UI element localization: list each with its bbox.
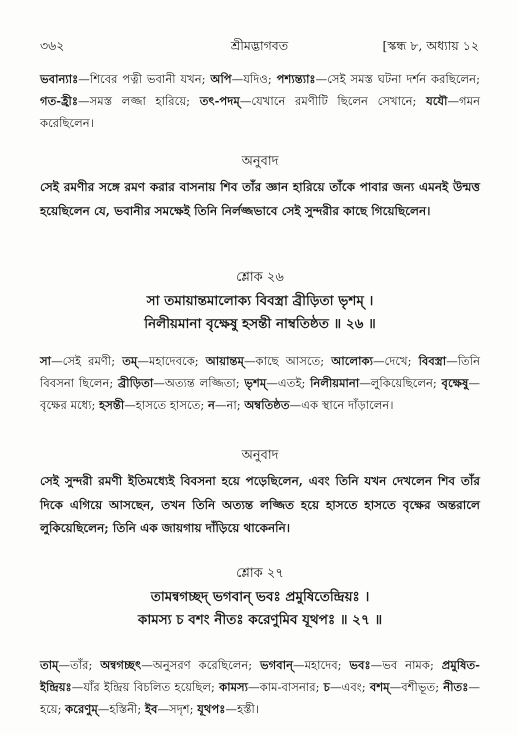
- synonym-term: অপি: [210, 72, 232, 86]
- synonym-meaning: তিনি বিবসনা ছিলেন;: [40, 354, 480, 390]
- synonym-term: ভবঃ: [349, 658, 371, 672]
- synonym-meaning: যাঁর ইন্দ্রিয় বিচলিত হয়েছিল;: [83, 680, 220, 694]
- verse-27: [40, 564, 480, 644]
- synonym-term: আয়ান্তম্: [205, 354, 244, 368]
- synonym-term: যযৌ: [426, 94, 448, 108]
- synonym-term: বশম্: [369, 680, 390, 694]
- translation-text-1: সেই রমণীর সঙ্গে রমণ করার বাসনায় শিব তাঁর জ্ঞান হারিয়ে তাঁকে পাবার জন্য এমনই উন্মত্ত হয়েছিলেন যে, ভবানীর সমক্ষেই তিনি নির্লজ্জভাবে সেই সুন্দরীর কাছে গিয়েছিলেন।: [40, 180, 480, 218]
- synonym-term: চ: [323, 680, 330, 694]
- verse-heading: শ্লোক ২৭: [236, 566, 284, 581]
- translation-heading-2-row: [40, 446, 480, 466]
- verse-line-1: সা তমায়ান্তমালোক্য বিবস্ত্রা ব্রীড়িতা ভৃশম্ ।: [146, 293, 374, 309]
- synonym-meaning: বৃক্ষের মধ্যে;: [40, 398, 100, 412]
- verse-line-1: তামন্বগচ্ছদ্ ভগবান্ ভবঃ প্রমুষিতেন্দ্রিয়ঃ ।: [150, 589, 370, 605]
- synonym-meaning: হস্তিনী;: [109, 702, 145, 716]
- synonym-meaning: হাসতে হাসতে;: [135, 398, 208, 412]
- synonym-term: ভগবান্: [260, 658, 293, 672]
- translation-heading-1-row: [40, 152, 480, 172]
- synonym-meaning: দেখে;: [384, 354, 419, 368]
- synonym-meaning: হয়ে;: [40, 702, 66, 716]
- synonym-term: অন্বগচ্ছৎ: [100, 658, 142, 672]
- synonym-meaning: সেই সমস্ত ঘটনা দর্শন করছিলেন;: [327, 72, 481, 86]
- verse-heading: শ্লোক ২৬: [236, 270, 284, 285]
- synonym-meaning: গমন করেছিলেন।: [40, 94, 480, 130]
- synonym-term: তৎ-পদম্: [199, 94, 240, 108]
- synonym-term: ন: [208, 398, 215, 412]
- synonym-term: সা: [40, 354, 52, 368]
- synonym-meaning: এবং;: [341, 680, 370, 694]
- synonym-meaning: অনুসরণ করেছিলেন;: [152, 658, 261, 672]
- synonym-meaning: হস্তী।: [237, 702, 259, 716]
- synonym-meaning: শিবের পত্নী ভবানী যখন;: [89, 72, 211, 86]
- synonym-meaning: এক স্থানে দাঁড়ালেন।: [301, 398, 394, 412]
- book-title: শ্রীমদ্ভাগবত: [230, 38, 289, 53]
- synonym-term: পশ্যন্ত্যাঃ: [276, 72, 316, 86]
- translation-text-2: সেই সুন্দরী রমণী ইতিমধ্যেই বিবসনা হয়ে পড়েছিলেন, এবং তিনি যখন দেখলেন শিব তাঁর দিকে এগিয়ে আসছেন, তখন তিনি অত্যন্ত লজ্জিত হয়ে হাসতে হাসতে বৃক্ষের অন্তরালে লুকিয়েছিলেন; তিনি এক জায়গায় দাঁড়িয়ে থাকেননি।: [40, 474, 480, 535]
- synonym-meaning: সদৃশ;: [169, 702, 198, 716]
- synonym-meaning: বশীভূত;: [401, 680, 444, 694]
- synonym-term: তম্: [122, 354, 138, 368]
- synonym-meaning: যেখানে রমণীটি ছিলেন সেখানে;: [251, 94, 427, 108]
- synonym-meaning: না;: [226, 398, 245, 412]
- verse-line-2: নিলীয়মানা বৃক্ষেষু হসন্তী নাম্বতিষ্ঠত ॥ ২৬ ॥: [144, 316, 376, 332]
- synonyms-block-3: তাম্—তাঁর; অন্বগচ্ছৎ—অনুসরণ করেছিলেন; ভগবান্—মহাদেব; ভবঃ—ভব নামক; প্রমুষিত-ইন্দ্রিয়ঃ—যাঁর ইন্দ্রিয় বিচলিত হয়েছিল; কামস্য—কাম-বাসনার; চ—এবং; বশম্—বশীভূত; নীতঃ—হয়ে; করেণুম্—হস্তিনী; ইব—সদৃশ; যূথপঃ—হস্তী।: [40, 658, 480, 716]
- synonym-meaning: মহাদেবকে;: [148, 354, 206, 368]
- synonym-term: করেণুম্: [65, 702, 98, 716]
- synonym-term: প্রমুষিত-ইন্দ্রিয়ঃ: [40, 658, 480, 694]
- synonym-meaning: অত্যন্ত লজ্জিতা;: [164, 376, 245, 390]
- synonym-meaning: কাছে আসতে;: [255, 354, 332, 368]
- synonym-term: বিবস্ত্রা: [418, 354, 447, 368]
- synonym-term: গত-হ্রীঃ: [40, 94, 79, 108]
- synonym-meaning: তাঁর;: [70, 658, 101, 672]
- page-header: [40, 38, 479, 56]
- synonym-term: ইব: [144, 702, 158, 716]
- synonym-meaning: লুকিয়েছিলেন;: [370, 376, 442, 390]
- synonym-term: আলোক্য: [331, 354, 373, 368]
- synonym-meaning: সমস্ত লজ্জা হারিয়ে;: [89, 94, 200, 108]
- page-number: ৩৬২: [40, 38, 65, 53]
- synonym-term: নিলীয়মানা: [310, 376, 360, 390]
- synonym-term: যূথপঃ: [197, 702, 226, 716]
- synonyms-block-2: সা—সেই রমণী; তম্—মহাদেবকে; আয়ান্তম্—কাছে আসতে; আলোক্য—দেখে; বিবস্ত্রা—তিনি বিবসনা ছিলেন; ব্রীড়িতা—অত্যন্ত লজ্জিতা; ভৃশম্—এতই; নিলীয়মানা—লুকিয়েছিলেন; বৃক্ষেষু—বৃক্ষের মধ্যে; হসন্তী—হাসতে হাসতে; ন—না; অম্বতিষ্ঠত—এক স্থানে দাঁড়ালেন।: [40, 354, 480, 412]
- verse-26: [40, 268, 480, 348]
- synonym-term: অম্বতিষ্ঠত: [244, 398, 290, 412]
- synonym-term: তাম্: [40, 658, 59, 672]
- synonym-term: ব্রীড়িতা: [118, 376, 154, 390]
- synonym-meaning: এতই;: [277, 376, 311, 390]
- synonym-term: ভবান্যাঃ: [40, 72, 79, 86]
- chapter-reference: [স্কন্ধ ৮, অধ্যায় ১২: [382, 38, 479, 53]
- translation-heading: অনুবাদ: [241, 448, 279, 463]
- translation-heading: অনুবাদ: [241, 154, 279, 169]
- synonym-meaning: ভব নামক;: [382, 658, 442, 672]
- synonym-meaning: মহাদেব;: [304, 658, 350, 672]
- synonym-term: বৃক্ষেষু: [441, 376, 469, 390]
- synonym-meaning: কাম-বাসনার;: [259, 680, 324, 694]
- synonym-meaning: সেই রমণী;: [62, 354, 123, 368]
- synonym-term: হসন্তী: [99, 398, 125, 412]
- verse-line-2: কামস্য চ বশং নীতঃ করেণুমিব যূথপঃ ॥ ২৭ ॥: [137, 612, 383, 628]
- synonyms-block-1: ভবান্যাঃ—শিবের পত্নী ভবানী যখন; অপি—যদিও; পশ্যন্ত্যাঃ—সেই সমস্ত ঘটনা দর্শন করছিলেন; গত-হ্রীঃ—সমস্ত লজ্জা হারিয়ে; তৎ-পদম্—যেখানে রমণীটি ছিলেন সেখানে; যযৌ—গমন করেছিলেন।: [40, 72, 481, 130]
- synonym-term: ভৃশম্: [244, 376, 267, 390]
- synonym-term: নীতঃ: [443, 680, 469, 694]
- synonym-term: কামস্য: [219, 680, 249, 694]
- synonym-meaning: যদিও;: [243, 72, 277, 86]
